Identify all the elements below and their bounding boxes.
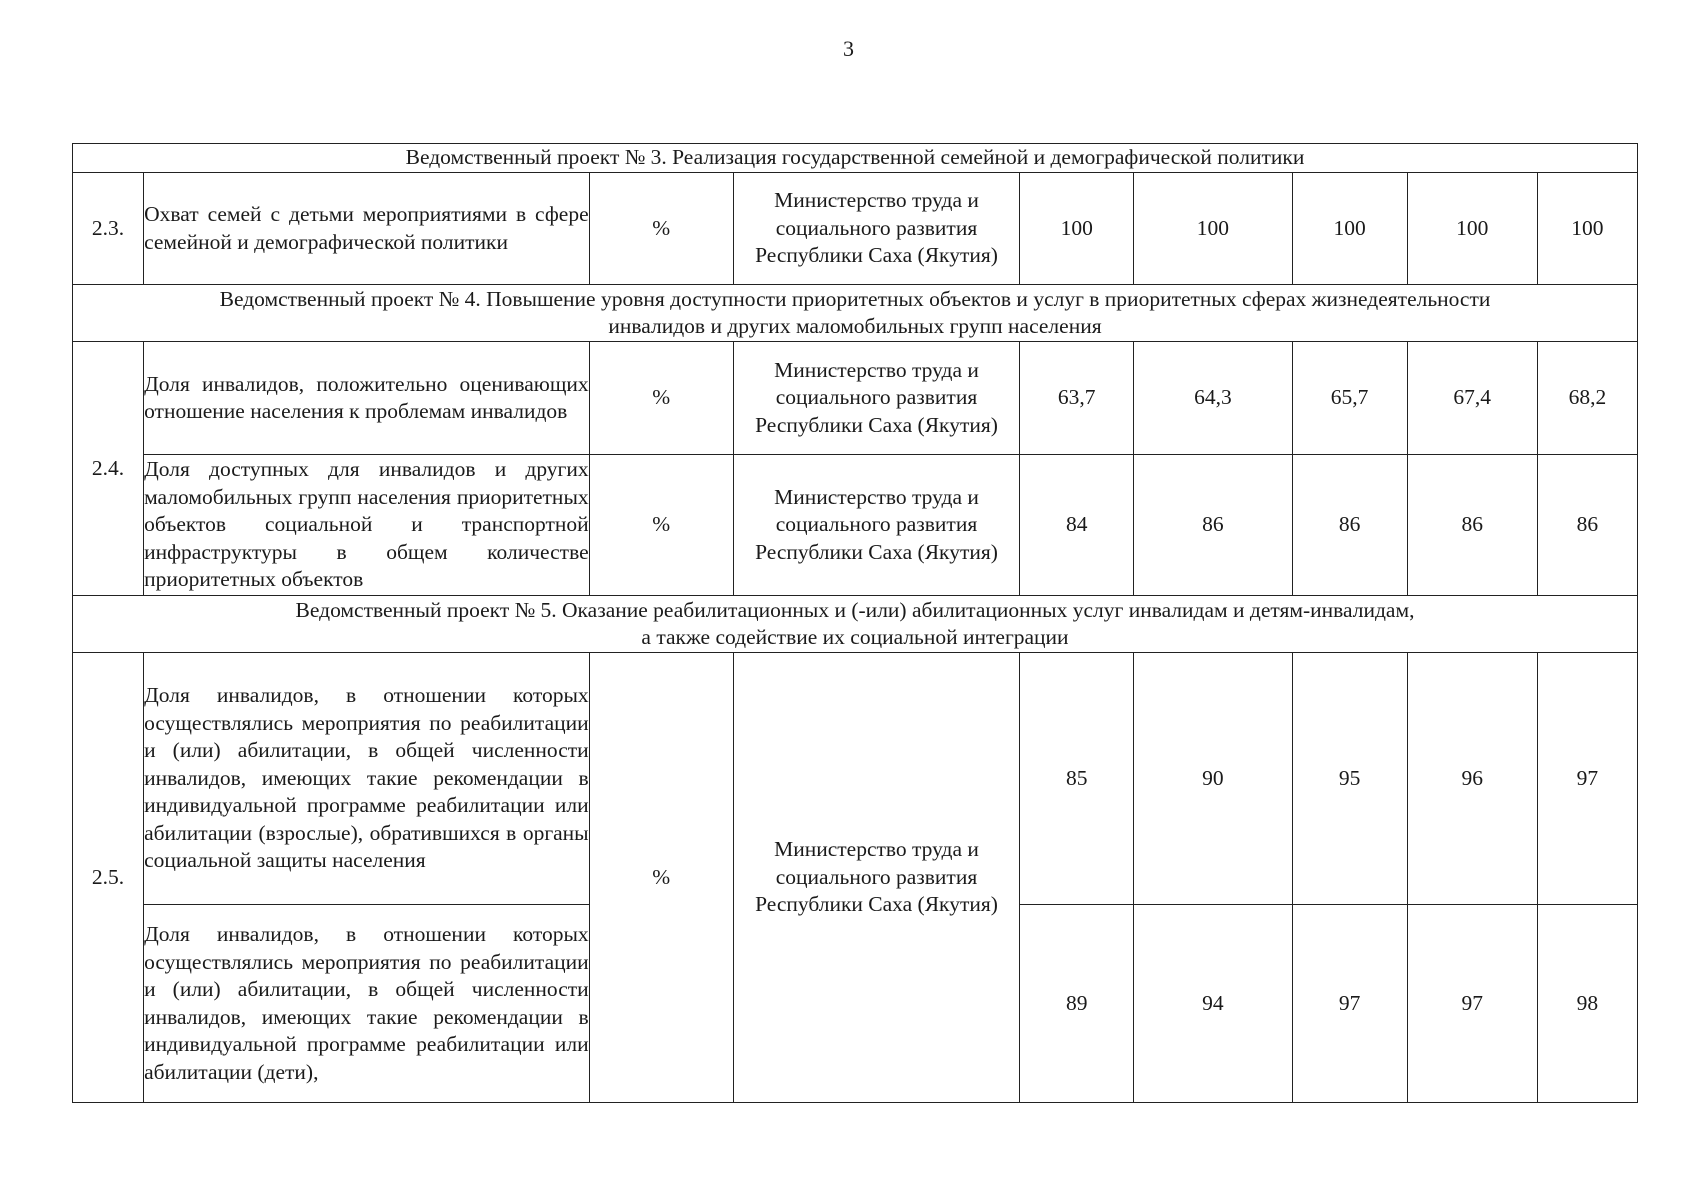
- section-title-line: инвалидов и других маломобильных групп населения: [608, 314, 1102, 338]
- indicator-name: Доля инвалидов, в отношении которых осуществлялись мероприятия по реабилитации и (или) абилитации, в общей численности инвалидов, имеющих такие рекомендации в индивидуальной программе реабилитации или абилитации (дети),: [144, 905, 590, 1103]
- value-cell: 95: [1292, 653, 1407, 905]
- value-cell: 98: [1537, 905, 1637, 1103]
- unit-cell: %: [589, 173, 733, 285]
- value-cell: 100: [1537, 173, 1637, 285]
- value-cell: 89: [1020, 905, 1134, 1103]
- table-row: [73, 653, 1638, 905]
- value-cell: 86: [1292, 455, 1407, 596]
- section-row-4: [73, 285, 1638, 342]
- value-cell: 68,2: [1537, 342, 1637, 455]
- value-cell: 63,7: [1020, 342, 1134, 455]
- value-cell: 86: [1407, 455, 1537, 596]
- value-cell: 86: [1134, 455, 1292, 596]
- value-cell: 90: [1134, 653, 1292, 905]
- value-cell: 100: [1407, 173, 1537, 285]
- responsible-org: Министерство труда и социального развития Республики Саха (Якутия): [733, 455, 1019, 596]
- indicator-name: Охват семей с детьми мероприятиями в сфере семейной и демографической политики: [144, 173, 590, 285]
- responsible-org: Министерство труда и социального развития Республики Саха (Якутия): [733, 653, 1019, 1103]
- row-number: 2.3.: [73, 173, 144, 285]
- value-cell: 100: [1020, 173, 1134, 285]
- value-cell: 84: [1020, 455, 1134, 596]
- section-title: [73, 285, 1638, 342]
- unit-cell: %: [589, 342, 733, 455]
- section-row-3: [73, 144, 1638, 173]
- section-title-line: Ведомственный проект № 4. Повышение уровня доступности приоритетных объектов и услуг в приоритетных сферах жизнедеятельности: [219, 286, 1491, 311]
- value-cell: 97: [1407, 905, 1537, 1103]
- section-title-line: Ведомственный проект № 5. Оказание реабилитационных и (-или) абилитационных услуг инвалидам и детям-инвалидам,: [295, 597, 1415, 622]
- row-number: 2.4.: [73, 342, 144, 596]
- section-row-5: [73, 596, 1638, 653]
- unit-cell: %: [589, 653, 733, 1103]
- value-cell: 100: [1134, 173, 1292, 285]
- table-row: [73, 455, 1638, 596]
- section-title-line: а также содействие их социальной интеграции: [641, 625, 1069, 649]
- value-cell: 94: [1134, 905, 1292, 1103]
- value-cell: 97: [1292, 905, 1407, 1103]
- value-cell: 65,7: [1292, 342, 1407, 455]
- page-number: 3: [843, 36, 854, 61]
- indicators-table: [72, 143, 1638, 1103]
- value-cell: 86: [1537, 455, 1637, 596]
- indicator-name: Доля инвалидов, положительно оценивающих отношение населения к проблемам инвалидов: [144, 342, 590, 455]
- responsible-org: Министерство труда и социального развития Республики Саха (Якутия): [733, 173, 1019, 285]
- value-cell: 85: [1020, 653, 1134, 905]
- value-cell: 96: [1407, 653, 1537, 905]
- value-cell: 100: [1292, 173, 1407, 285]
- table-row: [73, 173, 1638, 285]
- unit-cell: %: [589, 455, 733, 596]
- row-number: 2.5.: [73, 653, 144, 1103]
- indicator-name: Доля инвалидов, в отношении которых осуществлялись мероприятия по реабилитации и (или) абилитации, в общей численности инвалидов, имеющих такие рекомендации в индивидуальной программе реабилитации или абилитации (взрослые), обратившихся в органы социальной защиты населения: [144, 653, 590, 905]
- section-title: Ведомственный проект № 3. Реализация государственной семейной и демографической политики: [73, 144, 1638, 173]
- table-row: [73, 342, 1638, 455]
- value-cell: 97: [1537, 653, 1637, 905]
- indicator-name: Доля доступных для инвалидов и других маломобильных групп населения приоритетных объектов социальной и транспортной инфраструктуры в общем количестве приоритетных объектов: [144, 455, 590, 596]
- responsible-org: Министерство труда и социального развития Республики Саха (Якутия): [733, 342, 1019, 455]
- value-cell: 64,3: [1134, 342, 1292, 455]
- section-title: [73, 596, 1638, 653]
- value-cell: 67,4: [1407, 342, 1537, 455]
